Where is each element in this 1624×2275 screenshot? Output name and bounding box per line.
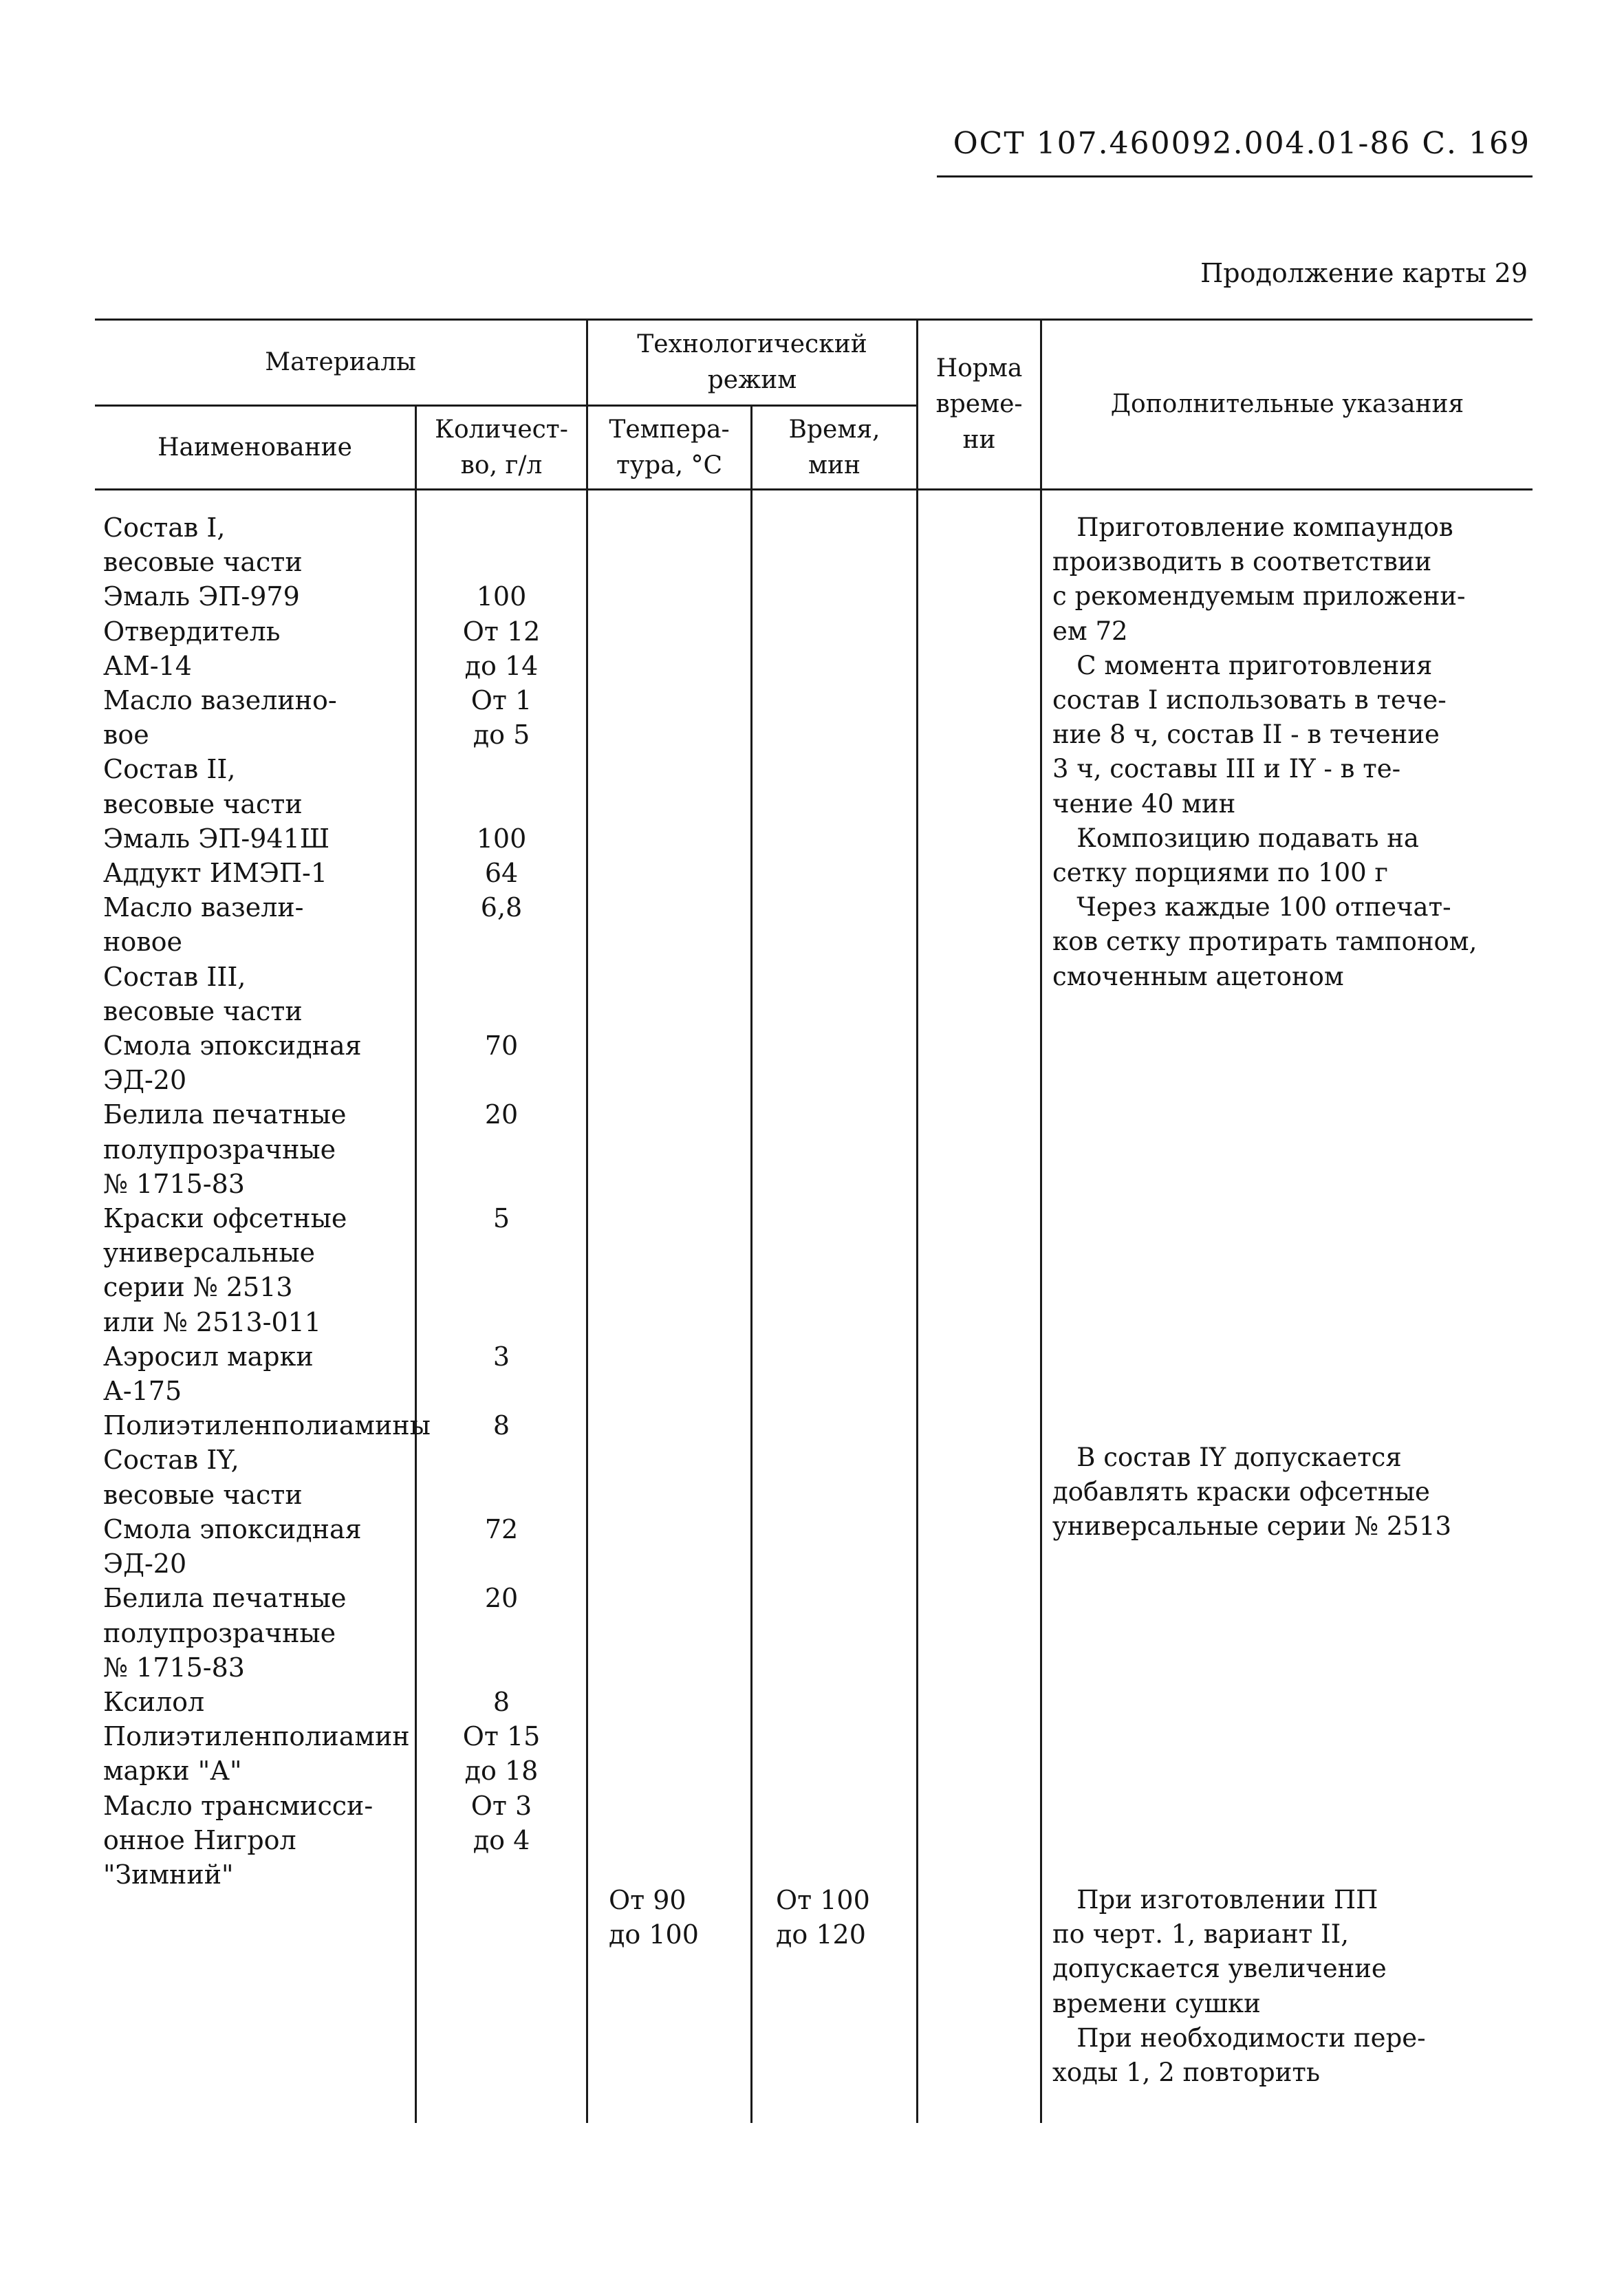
temperature-value: От 90 до 100	[609, 1885, 699, 1950]
additional-instructions-block-2: В состав IY допускается добавлять краски офсетные универсальные серии № 2513	[1052, 1443, 1452, 1542]
header-quantity: Количест- во, г/л	[435, 415, 568, 479]
column-divider-quantity-temperature	[586, 319, 588, 2123]
additional-instructions-block-1: Приготовление компаундов производить в соответствии с рекомендуемым приложени- ем 72 С момента приготовления состав I использовать в тече- ние 8 ч, состав II - в течение 3 ч, составы III и IY - в те- чение 40 мин Композицию подавать на сетку порциями по 100 г Через каждые 100 отпечат- ков сетку протирать тампоном, смоченным ацетоном	[1052, 513, 1477, 991]
column-divider-time-norm	[916, 319, 918, 2123]
header-rule	[937, 175, 1533, 177]
document-code-header: ОСТ 107.460092.004.01-86 С. 169	[953, 126, 1530, 161]
continuation-title: Продолжение карты 29	[1200, 258, 1528, 288]
header-time-norm: Норма време- ни	[935, 354, 1023, 454]
materials-name-column: Состав I, весовые части Эмаль ЭП-979 Отвердитель АМ-14 Масло вазелино- вое Состав II, весовые части Эмаль ЭП-941Ш Аддукт ИМЭП-1 Масло вазели- новое Состав III, весовые части Смола эпоксидная ЭД-20 Белила печатные полупрозрачные № 1715-83 Краски офсетные универсальные серии № 2513 или № 2513-011 Аэросил марки А-175 Полиэтиленполиамины Состав IY, весовые части Смола эпоксидная ЭД-20 Белила печатные полупрозрачные № 1715-83 Ксилол Полиэтиленполиамин марки "А" Масло трансмисси- онное Нигрол "Зимний"	[103, 513, 431, 1890]
header-tech-mode: Технологический режим	[637, 330, 867, 394]
header-temperature: Темпера- тура, °С	[609, 415, 730, 479]
time-value: От 100 до 120	[776, 1885, 870, 1950]
materials-quantity-column: 100 От 12 до 14 От 1 до 5 100 64 6,8 70 20 5 3 8 72 20 8 От 15 до 18 От 3 до 4	[462, 581, 541, 1855]
header-additional-instructions: Дополнительные указания	[1110, 390, 1464, 418]
header-bottom-rule	[95, 488, 1533, 490]
header-materials: Материалы	[265, 348, 416, 376]
header-name: Наименование	[158, 433, 352, 462]
additional-instructions-block-3: При изготовлении ПП по черт. 1, вариант II, допускается увеличение времени сушки При необходимости пере- ходы 1, 2 повторить	[1052, 1885, 1426, 2088]
header-time: Время, мин	[788, 415, 880, 479]
column-divider-norm-notes	[1040, 319, 1042, 2123]
column-divider-temperature-time	[750, 405, 753, 2123]
